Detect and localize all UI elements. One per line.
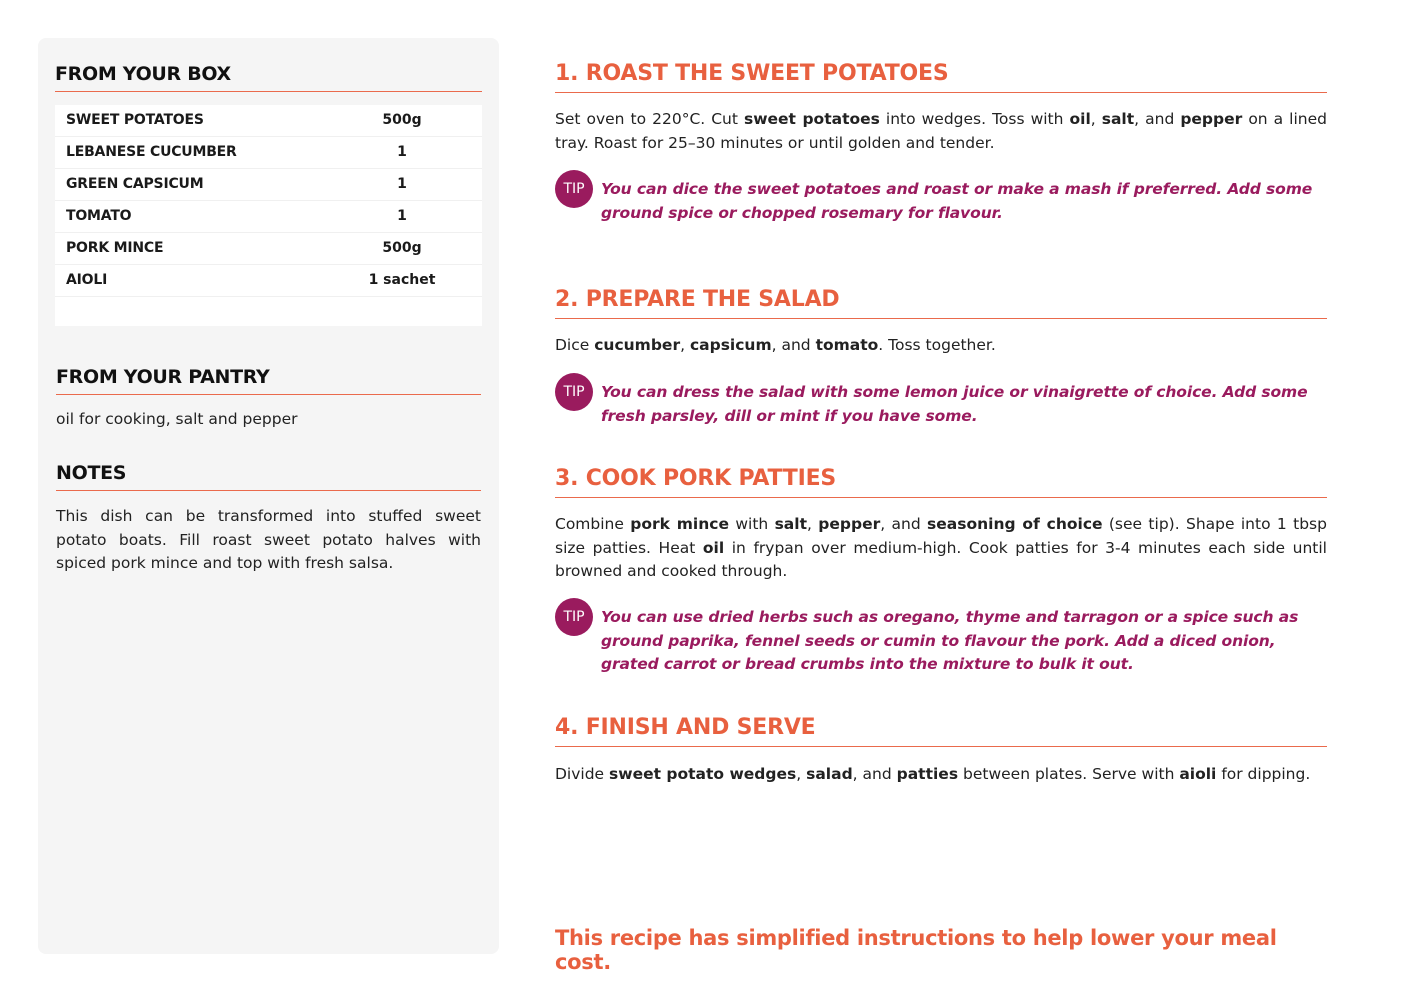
- tip-text: You can use dried herbs such as oregano, thyme and tarragon or a spice such as ground paprika, fennel seeds or cumin to flavour the pork. Add a diced onion, grated carrot or bread crumbs into the mixture to bulk it out.: [601, 608, 1299, 673]
- ingredient-qty: 1: [397, 176, 407, 192]
- bold-term: aioli: [1179, 765, 1217, 783]
- ingredient-name: GREEN CAPSICUM: [66, 176, 204, 192]
- ingredient-row: [55, 169, 482, 201]
- bold-term: pork mince: [630, 515, 729, 533]
- bold-term: salad: [806, 765, 853, 783]
- footer-note: This recipe has simplified instructions to help lower your meal cost.: [555, 926, 1277, 974]
- text-run: . Toss together.: [878, 336, 996, 354]
- text-run: with: [728, 515, 775, 533]
- bold-term: oil: [702, 538, 725, 557]
- step-1-heading: 1. ROAST THE SWEET POTATOES: [555, 61, 1327, 93]
- step-4-heading: 4. FINISH AND SERVE: [555, 715, 1327, 747]
- from-your-pantry-heading: FROM YOUR PANTRY: [56, 366, 481, 395]
- notes-heading: NOTES: [56, 462, 481, 491]
- ingredient-qty: 1 sachet: [368, 272, 436, 288]
- from-your-box-heading: FROM YOUR BOX: [55, 63, 482, 92]
- step-3-heading: 3. COOK PORK PATTIES: [555, 466, 1327, 498]
- bold-term: salt: [774, 515, 807, 533]
- bold-term: oil: [1069, 110, 1091, 128]
- tip-text: You can dice the sweet potatoes and roast or make a mash if preferred. Add some ground spice or chopped rosemary for flavour.: [601, 180, 1313, 222]
- bold-term: capsicum: [689, 336, 772, 354]
- step-2-body: [555, 334, 1327, 358]
- step-4-body: [555, 763, 1327, 787]
- tip-badge: TIP: [555, 170, 593, 208]
- text-run: for dipping.: [1216, 765, 1311, 783]
- ingredient-name: LEBANESE CUCUMBER: [66, 144, 237, 160]
- bold-term: cucumber: [594, 336, 681, 354]
- text-run: , and: [852, 765, 897, 783]
- ingredient-qty: 500g: [382, 112, 422, 128]
- step-3-body: [555, 513, 1327, 584]
- text-run: Combine: [555, 515, 631, 533]
- ingredient-qty: 500g: [382, 240, 422, 256]
- text-run: ,: [1090, 110, 1102, 128]
- ingredients-panel: [38, 38, 499, 954]
- ingredients-table: [55, 105, 482, 326]
- tip-text: You can dress the salad with some lemon juice or vinaigrette of choice. Add some fresh parsley, dill or mint if you have some.: [601, 383, 1308, 425]
- text-run: between plates. Serve with: [958, 765, 1180, 783]
- ingredient-qty: 1: [397, 144, 407, 160]
- bold-term: salt: [1101, 110, 1135, 128]
- ingredient-name: SWEET POTATOES: [66, 112, 204, 128]
- bold-term: patties: [896, 765, 959, 783]
- ingredient-name: AIOLI: [66, 272, 108, 288]
- ingredient-row: [55, 265, 482, 297]
- text-run: ,: [796, 765, 807, 783]
- ingredient-row: [55, 233, 482, 265]
- bold-term: tomato: [815, 336, 879, 354]
- text-run: (see tip). Shape into 1 tbsp size patties. Heat: [555, 515, 1327, 557]
- bold-term: sweet potatoes: [743, 110, 880, 128]
- bold-term: pepper: [818, 515, 881, 533]
- ingredient-row: [55, 137, 482, 169]
- text-run: ,: [680, 336, 690, 354]
- ingredient-row: [55, 201, 482, 233]
- text-run: ,: [807, 515, 819, 533]
- step-1-body: [555, 108, 1327, 155]
- ingredient-row: [55, 105, 482, 137]
- tip-badge: TIP: [555, 598, 593, 636]
- text-run: Dice: [555, 336, 595, 354]
- step-2-heading: 2. PREPARE THE SALAD: [555, 287, 1327, 319]
- text-run: Divide: [555, 765, 610, 783]
- text-run: in frypan over medium-high. Cook patties for 3-4 minutes each side until browned and cooked through.: [555, 538, 1327, 580]
- text-run: , and: [1134, 110, 1181, 128]
- notes-text: This dish can be transformed into stuffed sweet potato boats. Fill roast sweet potato halves with spiced pork mince and top with fresh salsa.: [56, 507, 481, 572]
- text-run: into wedges. Toss with: [879, 110, 1070, 128]
- pantry-text: oil for cooking, salt and pepper: [56, 410, 298, 428]
- text-run: on a lined tray. Roast for 25–30 minutes or until golden and tender.: [555, 110, 1327, 152]
- tip-badge: TIP: [555, 373, 593, 411]
- bold-term: seasoning of choice: [927, 515, 1103, 533]
- text-run: , and: [880, 515, 928, 533]
- ingredient-name: PORK MINCE: [66, 240, 164, 256]
- ingredient-qty: 1: [397, 208, 407, 224]
- ingredient-name: TOMATO: [66, 208, 132, 224]
- bold-term: pepper: [1180, 110, 1243, 128]
- text-run: Set oven to 220°C. Cut: [555, 110, 744, 128]
- text-run: , and: [771, 336, 816, 354]
- bold-term: sweet potato wedges: [609, 765, 797, 783]
